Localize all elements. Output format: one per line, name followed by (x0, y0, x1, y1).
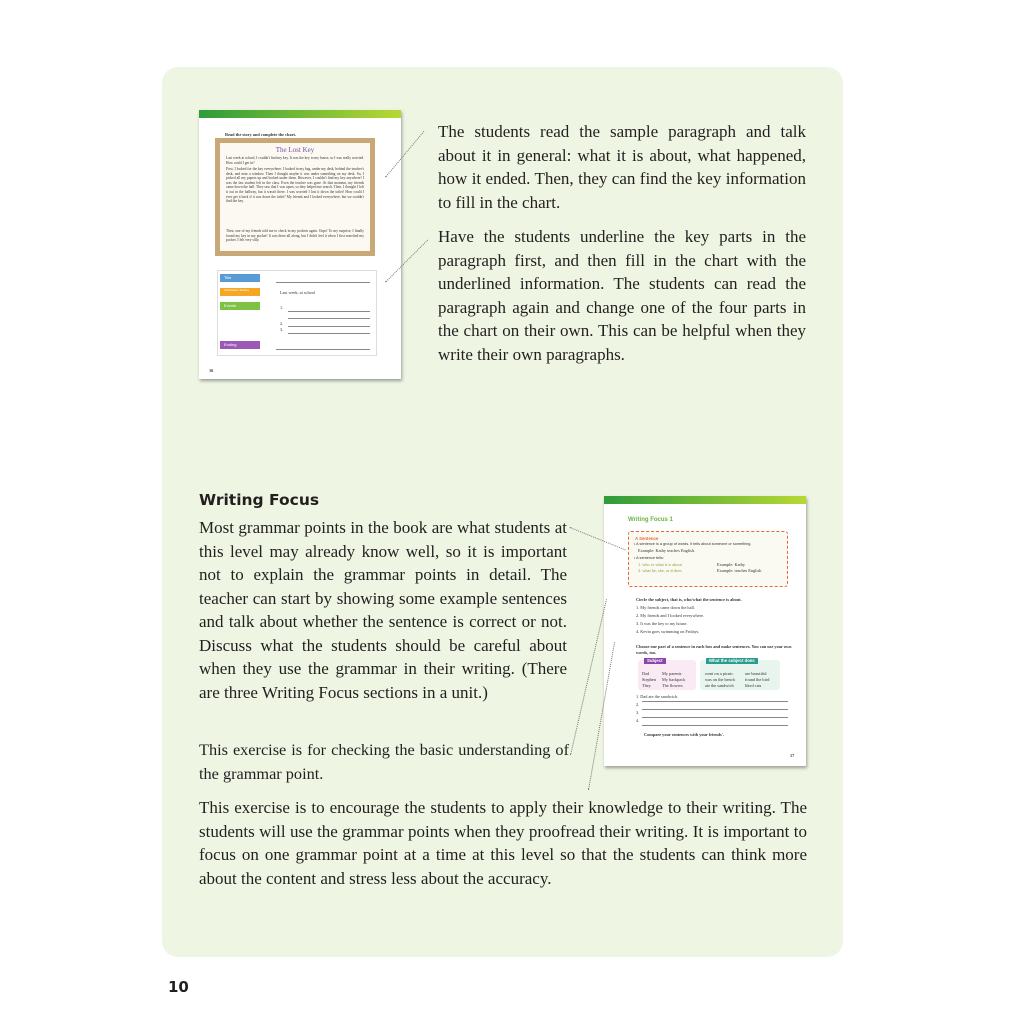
word: Dad (642, 671, 650, 676)
answer-line: 4. (636, 718, 640, 723)
phrase: are beautiful (745, 671, 767, 676)
story-paper (215, 138, 375, 256)
sentence: 1. My friends came down the hall. (636, 605, 695, 610)
sentence: 2. My friends and I looked everywhere. (636, 613, 705, 618)
story-p3: Then, one of my friends told me to check in my pockets again. Oops! To my surprise, I finally found my key in my pocket! It was there all along, but I didn't feel it when I first searched my pocket. I felt very silly. (226, 229, 364, 243)
word: My backpack (662, 677, 686, 682)
word: They (642, 683, 651, 688)
answer-line: 3. (636, 710, 640, 715)
textbook-page-thumbnail-16 (199, 110, 401, 379)
exercise-b-instruction: Choose one part of a sentence in each box and make sentences. You can use your own words, too. (636, 644, 792, 655)
example: Example: Kathy teaches English. (638, 548, 696, 553)
box-title: A Sentence (635, 536, 659, 541)
phrase: ate the sandwich (705, 683, 734, 688)
chart-label-title: Title (220, 274, 260, 282)
story-p1: Last week at school, I couldn't find my key. It was the key to my house, so I was really worried. How could I get in? (226, 156, 364, 165)
page-number: 10 (168, 978, 189, 996)
word: Stephen (642, 677, 656, 682)
textbook-page-thumbnail-17 (604, 496, 806, 766)
phrase: went on a picnic (705, 671, 734, 676)
example: Example: teaches English (717, 568, 762, 573)
grammar-box (628, 531, 788, 587)
header-bar (199, 110, 401, 118)
instruction: Read the story and complete the chart. (225, 132, 297, 137)
chart-label-ending: Ending (220, 341, 260, 349)
predicate-label: What the subject does (706, 658, 758, 664)
example: Example: Kathy (717, 562, 746, 567)
answer-line: 1. Dad ate the sandwich. (636, 694, 679, 699)
writing-focus-title: Writing Focus 1 (628, 517, 673, 523)
section-heading-writing-focus: Writing Focus (199, 491, 320, 509)
answer-line: 2. (636, 702, 640, 707)
exercise-a-instruction: Circle the subject, that is, who/what the sentence is about. (636, 597, 742, 602)
event-number: 3. (280, 327, 284, 332)
paragraph-underline: Have the students underline the key parts in the paragraph first, and then fill in the chart with the underlined information. The students can read the paragraph again and change one of the four parts in the chart on their own. This can be helpful when they write their own paragraphs. (438, 227, 806, 364)
paragraph-grammar: Most grammar points in the book are what students at this level may already know well, so it is important not to explain the grammar points in detail. The teacher can start by showing some example sentences and talk about whether the sentence is correct or not. Discuss what the students should be careful about when they use the grammar in their writing. (There are three Writing Focus sections in a unit.) (199, 518, 567, 702)
bullet: • A sentence is a group of words. It tells about someone or something. (634, 542, 752, 546)
list-item: 2. what he, she, or it does (638, 568, 682, 573)
page-number-17: 17 (790, 753, 795, 758)
list-item: 1. who or what it is about (638, 562, 682, 567)
event-number: 1. (280, 305, 284, 310)
story-chart (217, 270, 377, 356)
compare-instruction: Compare your sentences with your friends'. (644, 732, 724, 737)
story-p2: First, I looked for the key everywhere. I looked in my bag, under my desk, behind the teacher's desk, and near a window. Then I thought maybe it was under something on my desk. So, I picked all my papers up and looked under them. However, I couldn't find my key anywhere! I was the last student left in the class. Even the teacher was gone. At that moment, my friends came down the hall. They saw that I was upset, so they helped me search. Then, I thought I left it out in the hallway, but it wasn't there. I was worried I lost it down the toilet! How could I ever get it back if it was down the toilet? My friends and I looked everywhere, but we couldn't find the key. (226, 167, 364, 204)
phrase: found the bird (745, 677, 770, 682)
paragraph-read-sample: The students read the sample paragraph and talk about it in general: what it is about, what happened, how it ended. Then, they can find the key information to fill in the chart. (438, 122, 806, 212)
paragraph-exercise-check: This exercise is for checking the basic understanding of the grammar point. (199, 740, 569, 783)
sentence: 3. It was the key to my house. (636, 621, 688, 626)
phrase: was on the bench (705, 677, 735, 682)
phrase: liked cats (745, 683, 762, 688)
story-title: The Lost Key (275, 146, 315, 154)
event-number: 2. (280, 321, 284, 326)
word: My parents (662, 671, 682, 676)
subject-label: Subject (644, 658, 666, 664)
sentence: 4. Kevin goes swimming on Fridays. (636, 629, 700, 634)
chart-label-orientation: Orientation Setting (220, 288, 260, 296)
header-bar (604, 496, 806, 504)
bullet: • A sentence tells: (634, 556, 664, 560)
paragraph-exercise-apply: This exercise is to encourage the students to apply their knowledge to their writing. The students will use the grammar points when they proofread their writing. It is important to focus on one grammar point at a time at this level so that the students can think more about the content and stress less about the accuracy. (199, 798, 807, 888)
word: The flowers (662, 683, 683, 688)
orientation-value: Last week, at school (280, 290, 316, 295)
page-number-16: 16 (209, 368, 214, 373)
chart-label-events: Events (220, 302, 260, 310)
